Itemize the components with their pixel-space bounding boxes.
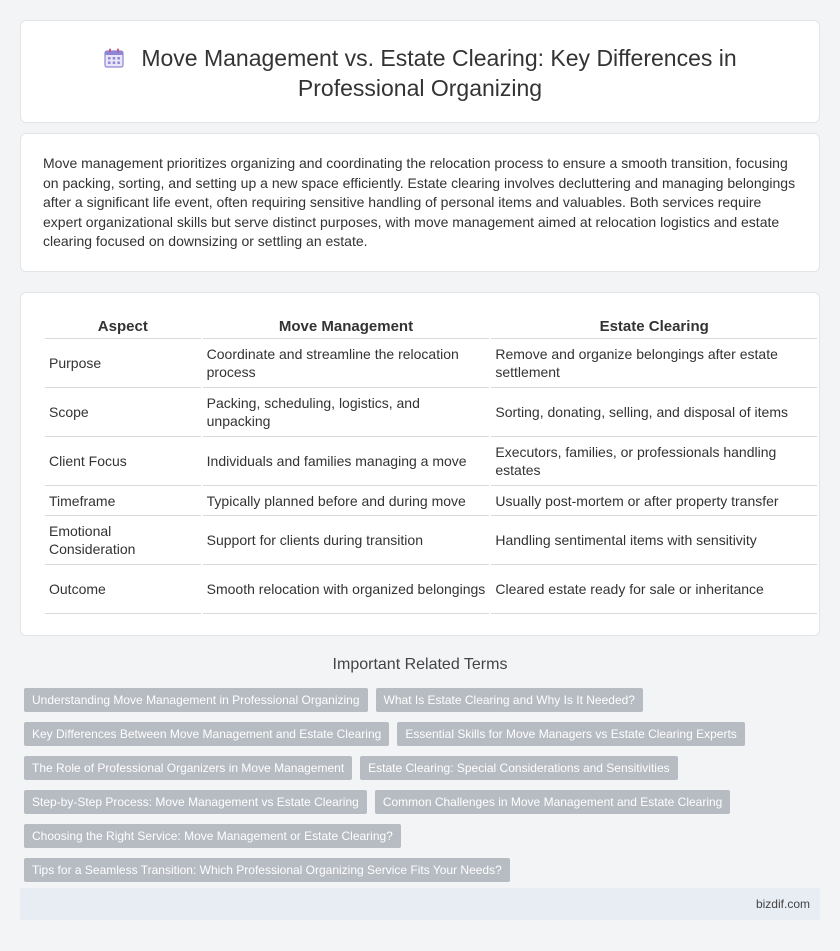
cell-aspect: Outcome: [45, 565, 201, 614]
cell-estate-clearing: Remove and organize belongings after estate settlement: [491, 339, 817, 388]
footer: [20, 888, 820, 920]
title-line-2: Professional Organizing: [297, 75, 543, 101]
footer-site-link[interactable]: bizdif.com: [755, 897, 810, 911]
related-terms-heading: Important Related Terms: [332, 656, 508, 673]
cell-estate-clearing: Usually post-mortem or after property transfer: [491, 486, 817, 516]
cell-aspect: Emotional Consideration: [45, 516, 201, 565]
related-terms-list: [22, 688, 822, 892]
related-term-link[interactable]: Tips for a Seamless Transition: Which Professional Organizing Service Fits Your Needs?: [24, 858, 510, 882]
page-title: [21, 43, 819, 103]
cell-estate-clearing: Executors, families, or professionals handling estates: [491, 437, 817, 486]
cell-aspect: Timeframe: [45, 486, 201, 516]
related-term-link[interactable]: What Is Estate Clearing and Why Is It Needed?: [376, 688, 643, 712]
cell-move-management: Packing, scheduling, logistics, and unpacking: [203, 388, 490, 437]
table-row: [45, 388, 817, 437]
table-row: [45, 516, 817, 565]
cell-estate-clearing: Sorting, donating, selling, and disposal of items: [491, 388, 817, 437]
related-term-link[interactable]: Estate Clearing: Special Considerations and Sensitivities: [360, 756, 678, 780]
comparison-table-card: [20, 292, 820, 636]
table-row: [45, 486, 817, 516]
related-term-link[interactable]: The Role of Professional Organizers in Move Management: [24, 756, 352, 780]
cell-aspect: Scope: [45, 388, 201, 437]
related-term-link[interactable]: Essential Skills for Move Managers vs Estate Clearing Experts: [397, 722, 744, 746]
related-term-link[interactable]: Key Differences Between Move Management and Estate Clearing: [24, 722, 389, 746]
related-term-link[interactable]: Understanding Move Management in Professional Organizing: [24, 688, 368, 712]
related-term-link[interactable]: Choosing the Right Service: Move Management or Estate Clearing?: [24, 824, 401, 848]
header-move-management: Move Management: [203, 316, 490, 339]
table-row: [45, 339, 817, 388]
header-card: [20, 20, 820, 123]
related-term-link[interactable]: Step-by-Step Process: Move Management vs Estate Clearing: [24, 790, 367, 814]
cell-move-management: Coordinate and streamline the relocation process: [203, 339, 490, 388]
calendar-icon: [103, 46, 125, 68]
header-estate-clearing: Estate Clearing: [491, 316, 817, 339]
comparison-table: [43, 316, 819, 614]
cell-aspect: Purpose: [45, 339, 201, 388]
table-row: [45, 437, 817, 486]
cell-move-management: Support for clients during transition: [203, 516, 490, 565]
table-header-row: [45, 316, 817, 339]
title-line-1: Move Management vs. Estate Clearing: Key Differences in: [141, 45, 737, 71]
intro-card: [20, 133, 820, 272]
cell-move-management: Smooth relocation with organized belongings: [203, 565, 490, 614]
cell-move-management: Individuals and families managing a move: [203, 437, 490, 486]
cell-aspect: Client Focus: [45, 437, 201, 486]
cell-estate-clearing: Handling sentimental items with sensitivity: [491, 516, 817, 565]
related-term-link[interactable]: Common Challenges in Move Management and Estate Clearing: [375, 790, 731, 814]
header-aspect: Aspect: [45, 316, 201, 339]
table-row: [45, 565, 817, 614]
intro-paragraph: Move management prioritizes organizing and coordinating the relocation process to ensure a smooth transition, focusing on packing, sorting, and setting up a new space efficiently. Estate clearing involves decluttering and managing belongings after a significant life event, often requiring sensitive handling of personal items and valuables. Both services require expert organizational skills but serve distinct purposes, with move management aimed at relocation logistics and estate clearing focused on downsizing or settling an estate.: [43, 155, 796, 249]
cell-estate-clearing: Cleared estate ready for sale or inheritance: [491, 565, 817, 614]
cell-move-management: Typically planned before and during move: [203, 486, 490, 516]
